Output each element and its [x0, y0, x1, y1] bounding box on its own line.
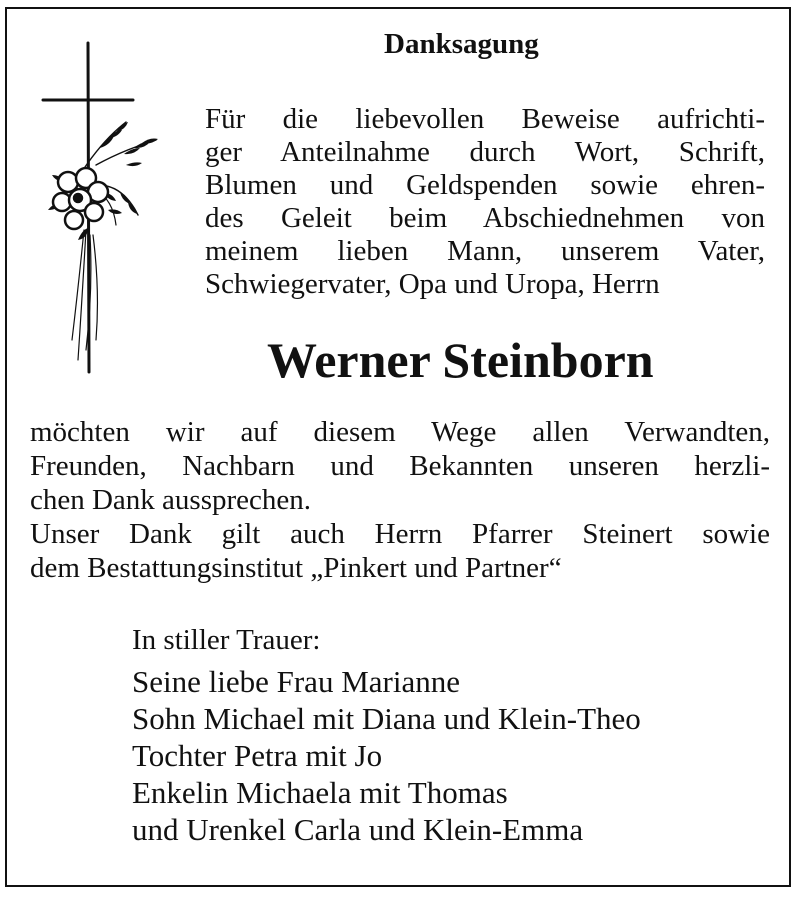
mourner-line: Enkelin Michaela mit Thomas — [132, 775, 508, 810]
intro-line: meinem lieben Mann, unserem Vater, — [205, 235, 765, 267]
intro-line: ger Anteilnahme durch Wort, Schrift, — [205, 136, 765, 168]
body-line: möchten wir auf diesem Wege allen Verwandten, — [30, 416, 770, 448]
body-line: Unser Dank gilt auch Herrn Pfarrer Steinert sowie — [30, 518, 770, 550]
notice-title: Danksagung — [384, 28, 539, 60]
mourner-line: Sohn Michael mit Diana und Klein-Theo — [132, 701, 641, 736]
body-line: Freunden, Nachbarn und Bekannten unseren herzli- — [30, 450, 770, 482]
body-line: dem Bestattungsinstitut „Pinkert und Partner“ — [30, 552, 562, 584]
mourning-label: In stiller Trauer: — [132, 624, 321, 656]
mourner-line: Tochter Petra mit Jo — [132, 738, 383, 773]
intro-line: Schwiegervater, Opa und Uropa, Herrn — [205, 268, 660, 300]
intro-line: Für die liebevollen Beweise aufrichti- — [205, 103, 765, 135]
mourner-line: Seine liebe Frau Marianne — [132, 664, 460, 699]
mourner-line: und Urenkel Carla und Klein-Emma — [132, 812, 584, 847]
intro-line: des Geleit beim Abschiednehmen von — [205, 202, 765, 234]
cross-with-flowers-icon — [38, 40, 168, 380]
deceased-name: Werner Steinborn — [267, 332, 654, 388]
intro-line: Blumen und Geldspenden sowie ehren- — [205, 169, 765, 201]
body-line: chen Dank aussprechen. — [30, 484, 312, 516]
